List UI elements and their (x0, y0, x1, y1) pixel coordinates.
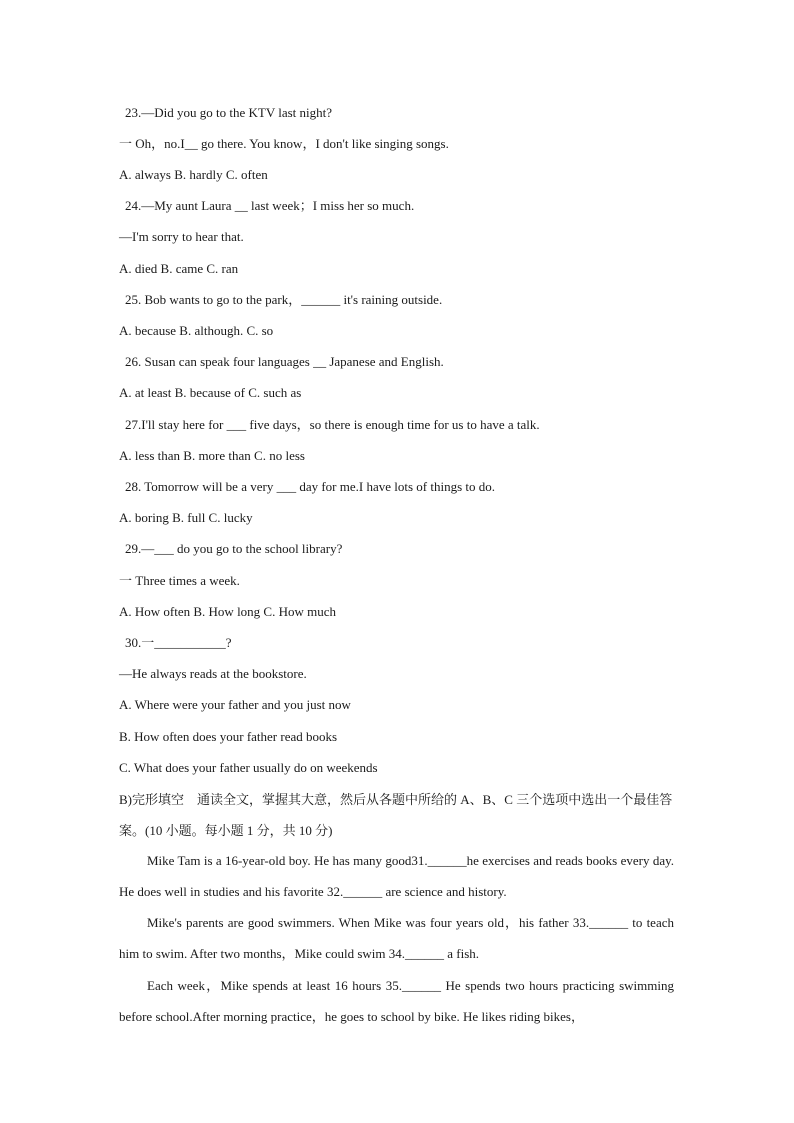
question-25-stem: 25. Bob wants to go to the park，______ it's raining outside. (125, 292, 443, 307)
question-23-reply: 一 Oh，no.I__ go there. You know，I don't like singing songs. (119, 136, 449, 151)
question-30-option-c: C. What does your father usually do on weekends (119, 760, 378, 775)
question-29-options: A. How often B. How long C. How much (119, 604, 337, 619)
question-23-options: A. always B. hardly C. often (119, 167, 268, 182)
question-23-stem: 23.—Did you go to the KTV last night? (125, 105, 333, 120)
question-30-option-a: A. Where were your father and you just now (119, 697, 351, 712)
question-29-stem: 29.—___ do you go to the school library? (125, 541, 343, 556)
section-b-heading: B)完形填空 通读全文，掌握其大意，然后从各题中所给的 A、B、C 三个选项中选出一个最佳答案。(10 小题。每小题 1 分，共 10 分) (119, 792, 673, 838)
question-29-reply: 一 Three times a week. (119, 573, 240, 588)
question-25-options: A. because B. although. C. so (119, 323, 274, 338)
question-27-stem: 27.I'll stay here for ___ five days，so there is enough time for us to have a talk. (125, 417, 540, 432)
question-24-reply: —I'm sorry to hear that. (119, 229, 244, 244)
question-24-stem: 24.—My aunt Laura __ last week；I miss her so much. (125, 198, 415, 213)
question-30-reply: —He always reads at the bookstore. (119, 666, 307, 681)
question-30-stem: 30.一___________? (125, 635, 232, 650)
question-24-options: A. died B. came C. ran (119, 261, 239, 276)
passage-paragraph-3: Each week，Mike spends at least 16 hours 35.______ He spends two hours practicing swimming before school.After morning practice，he goes to school by bike. He likes riding bikes， (119, 978, 674, 1025)
question-30-option-b: B. How often does your father read books (119, 729, 338, 744)
passage-paragraph-1: Mike Tam is a 16-year-old boy. He has many good31.______he exercises and reads books every day. He does well in studies and his favorite 32.______ are science and history. (119, 853, 674, 900)
question-28-options: A. boring B. full C. lucky (119, 510, 253, 525)
question-28-stem: 28. Tomorrow will be a very ___ day for me.I have lots of things to do. (125, 479, 496, 494)
question-26-options: A. at least B. because of C. such as (119, 385, 302, 400)
question-27-options: A. less than B. more than C. no less (119, 448, 305, 463)
question-26-stem: 26. Susan can speak four languages __ Japanese and English. (125, 354, 444, 369)
passage-paragraph-2: Mike's parents are good swimmers. When Mike was four years old，his father 33.______ to teach him to swim. After two months，Mike could swim 34.______ a fish. (119, 915, 674, 962)
